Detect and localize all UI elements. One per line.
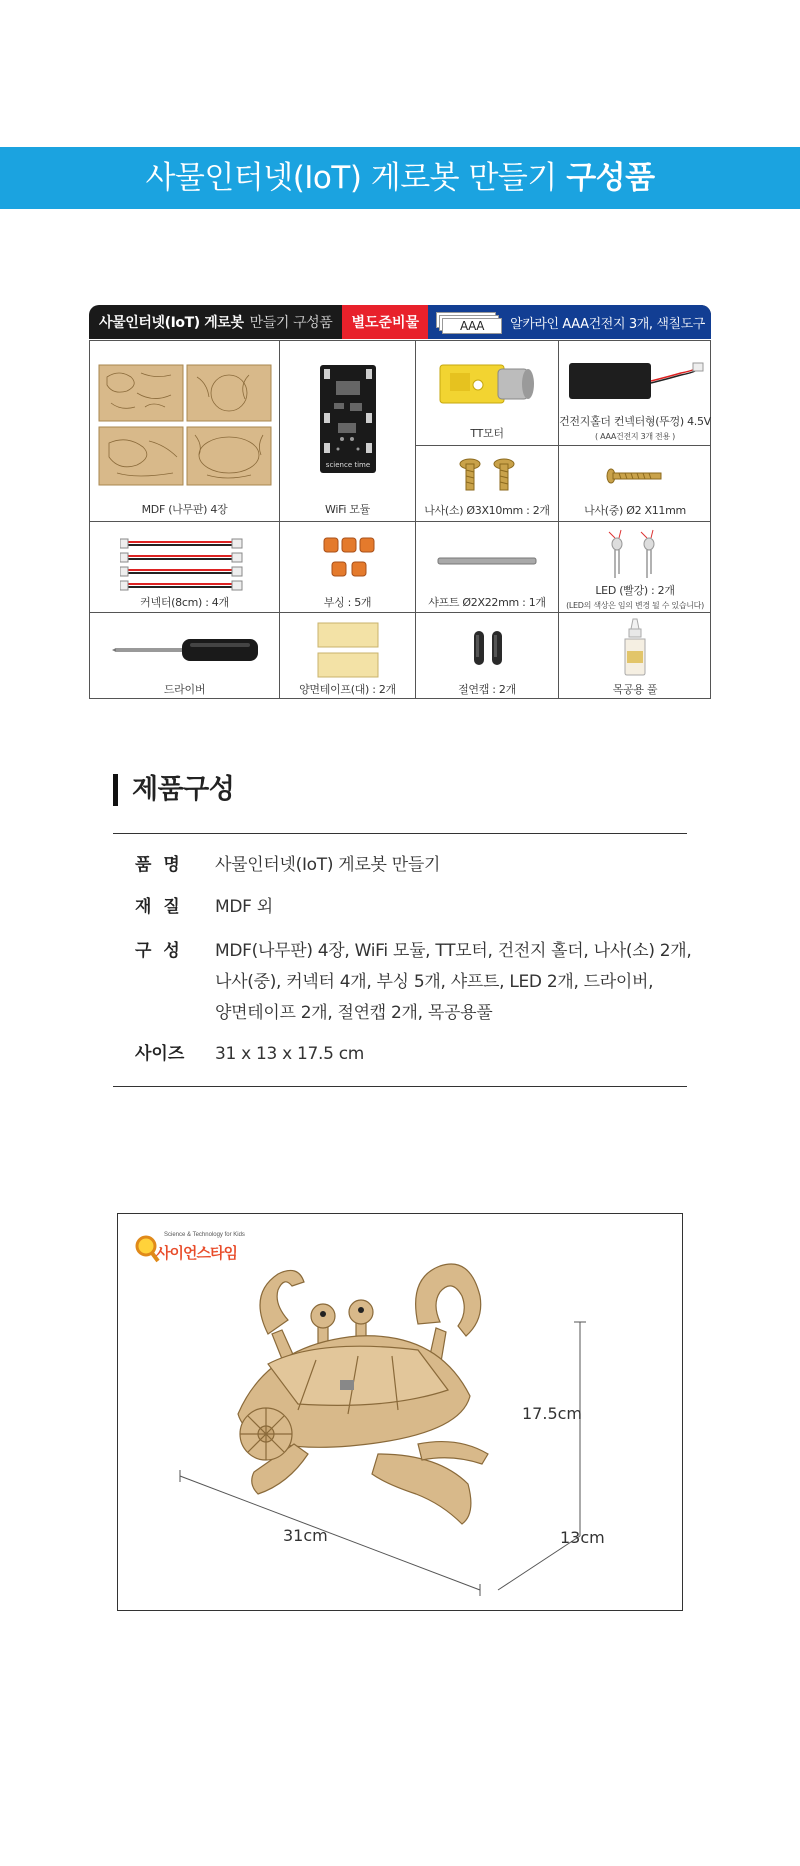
product-image-box [117,1213,683,1611]
dimension-height: 17.5cm [522,1404,583,1423]
components-title [89,305,342,339]
component-screw-small [416,446,559,522]
banner-title-bold: 구성품 [566,160,655,196]
battery-note [428,305,711,339]
shaft-image [436,556,540,566]
component-connector [90,522,280,613]
component-mdf [90,341,280,522]
wifi-module-chip-text: science time [325,461,371,469]
component-label: 나사(소) Ø3X10mm : 2개 [424,504,550,517]
component-screw-medium [559,446,711,522]
spec-value: 사물인터넷(IoT) 게로봇 만들기 [215,855,441,875]
battery-note-text: 알카라인 AAA건전지 3개, 색칠도구 [510,316,705,332]
component-label: MDF (나무판) 4장 [141,503,228,516]
led-note: (LED의 색상은 임의 변경 될 수 있습니다) [566,601,704,610]
component-label: 커넥터(8cm) : 4개 [140,596,229,609]
component-battery-holder [559,341,711,446]
component-insulation-cap [416,613,559,699]
component-led [559,522,711,613]
logo-tagline: Science & Technology for Kids [164,1232,245,1238]
tt-motor-image [438,359,538,409]
component-label: 드라이버 [163,683,206,696]
component-tt-motor [416,341,559,446]
components-header [89,305,711,339]
spec-label: 품명 [135,855,192,875]
spec-value: MDF(나무판) 4장, WiFi 모듈, TT모터, 건전지 홀더, 나사(소) 2개, [215,941,692,961]
spec-value: 나사(중), 커넥터 4개, 부싱 5개, 샤프트, LED 2개, 드라이버, [215,972,654,992]
dimension-width: 31cm [283,1526,328,1545]
spec-label: 재질 [135,897,192,917]
component-label: 절연캡 : 2개 [458,683,516,696]
battery-holder-label: 건전지홀더 컨넥터형(뚜껑) 4.5V [559,415,711,428]
component-label: 부싱 : 5개 [323,596,372,609]
component-bushing [280,522,416,613]
component-label [559,582,711,611]
component-label: TT모터 [470,427,504,440]
component-label [559,413,711,442]
spec-value: 양면테이프 2개, 절연캡 2개, 목공용풀 [215,1003,493,1023]
battery-icon [436,310,502,334]
page-banner [0,147,800,209]
screw-small-image [456,456,520,494]
battery-holder-image [567,357,705,401]
component-label: 양면테이프(대) : 2개 [299,683,396,696]
screw-medium-image [605,466,665,486]
extra-items-label: 별도준비물 [342,305,428,339]
component-label: 목공용 풀 [612,683,658,696]
insulation-cap-image [470,629,506,669]
led-image [605,528,665,580]
component-screwdriver [90,613,280,699]
wifi-module-image [318,363,378,475]
bushing-image [314,536,384,584]
spec-title: 제품구성 [113,774,234,806]
components-title-normal: 만들기 구성품 [249,315,333,331]
spec-value: MDF 외 [215,897,273,917]
spec-value: 31 x 13 x 17.5 cm [215,1044,365,1064]
wood-glue-image [621,617,649,677]
components-grid [89,340,711,699]
spec-label: 구성 [135,941,192,961]
connector-image [120,536,250,592]
battery-icon-label: AAA [442,318,502,334]
component-shaft [416,522,559,613]
component-label: WiFi 모듈 [325,503,370,516]
tape-image [316,621,380,679]
spec-divider-top [113,833,687,834]
component-wifi-module [280,341,416,522]
dimension-depth: 13cm [560,1528,605,1547]
logo-name: 사이언스타임 [156,1244,237,1262]
battery-holder-note: ( AAA건전지 3개 전용 ) [595,432,675,441]
spec-divider-bottom [113,1086,687,1087]
led-label: LED (빨강) : 2개 [595,584,675,597]
component-tape [280,613,416,699]
component-wood-glue [559,613,711,699]
component-label: 나사(중) Ø2 X11mm [584,504,686,517]
crab-robot-illustration [118,1214,684,1612]
banner-title: 사물인터넷(IoT) 게로봇 만들기 [145,160,557,196]
screwdriver-image [112,633,262,669]
component-label: 샤프트 Ø2X22mm : 1개 [428,596,546,609]
spec-label: 사이즈 [135,1044,185,1064]
components-title-bold: 사물인터넷(IoT) 게로봇 [99,315,244,331]
mdf-boards-image [97,363,273,487]
